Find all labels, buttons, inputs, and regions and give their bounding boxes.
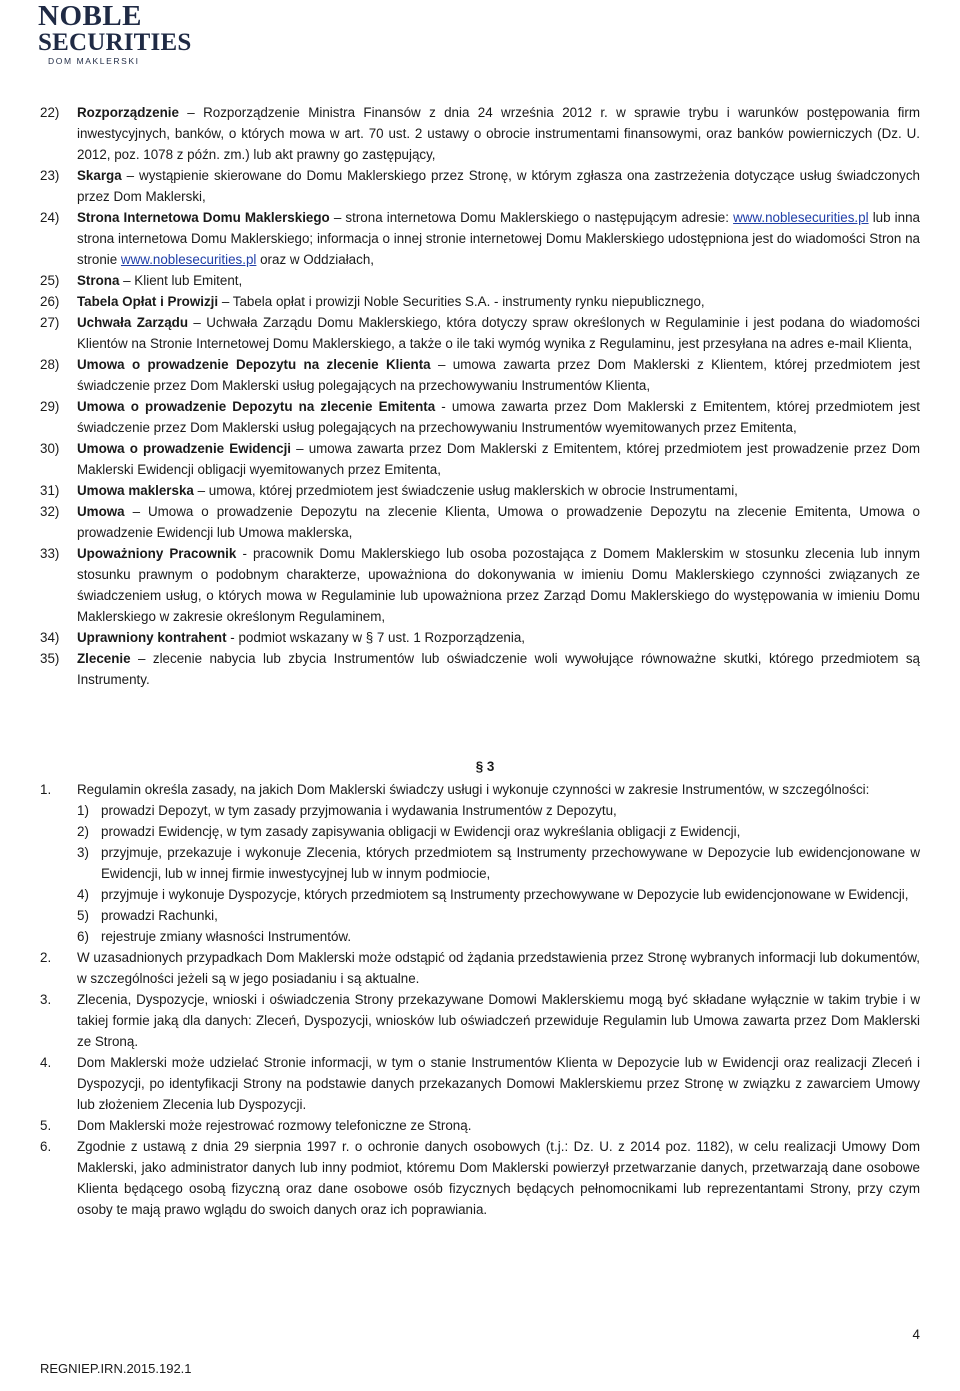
definition-term: Upoważniony Pracownik bbox=[77, 546, 237, 561]
definition-item bbox=[40, 354, 920, 396]
subitem-number: 5) bbox=[77, 908, 89, 923]
document-code: REGNIEP.IRN.2015.192.1 bbox=[40, 1361, 192, 1376]
subitem-number: 3) bbox=[77, 845, 89, 860]
definition-term: Umowa bbox=[77, 504, 125, 519]
subitem-number: 2) bbox=[77, 824, 89, 839]
definition-term: Rozporządzenie bbox=[77, 105, 179, 120]
definition-text: – umowa, której przedmiotem jest świadczenie usług maklerskich w obrocie Instrumentami, bbox=[193, 483, 738, 498]
subitem-text: rejestruje zmiany własności Instrumentów. bbox=[101, 929, 352, 944]
definition-text: - pracownik Domu Maklerskiego lub osoba pozostająca z Domem Maklerskim w stosunku zlecenia lub innym stosunku prawnym o podobnym charakterze, upoważniona do dokonywania w imieniu Domu Maklerskiego czynności związanych ze świadczeniem usług, o których mowa w Regulaminie lub upoważniona przez Zarząd Domu Maklerskiego do występowania w imieniu Domu Maklerskiego w zakresie określonym Regulaminem, bbox=[77, 546, 920, 624]
subitem-number: 1) bbox=[77, 803, 89, 818]
section-item bbox=[40, 779, 920, 947]
logo-noble: NOBLE bbox=[38, 0, 143, 32]
definition-text: - umowa zawarta przez Dom Maklerski z Emitentem, której przedmiotem jest świadczenie przez Dom Maklerski usług polegających na przechowywaniu Instrumentów wyemitowanych przez Emitenta, bbox=[77, 399, 921, 435]
subitem-text: prowadzi Depozyt, w tym zasady przyjmowania i wydawania Instrumentów z Depozytu, bbox=[101, 803, 617, 818]
definition-term: Umowa o prowadzenie Depozytu na zlecenie Klienta bbox=[77, 357, 431, 372]
definition-item bbox=[40, 648, 920, 690]
definition-number: 35) bbox=[40, 651, 60, 666]
section-item bbox=[40, 947, 920, 989]
website-link[interactable]: www.noblesecurities.pl bbox=[120, 252, 257, 267]
definition-text: – umowa zawarta przez Dom Maklerski z Klientem, której przedmiotem jest świadczenie przez Dom Maklerski usług polegających na przechowywaniu Instrumentów Klienta, bbox=[77, 357, 920, 393]
definition-number: 22) bbox=[40, 105, 60, 120]
section-item bbox=[40, 1052, 920, 1115]
item-number: 2. bbox=[40, 950, 52, 965]
definition-item bbox=[40, 270, 920, 291]
item-text: Zgodnie z ustawą z dnia 29 sierpnia 1997 r. o ochronie danych osobowych (t.j.: Dz. U. z 2014 poz. 1182), w celu realizacji Umowy Dom Maklerski, jako administrator danych lub inny podmiot, któremu Dom Maklerski powierzył przetwarzanie danych, przetwarzają dane osobowe Klienta będącego osobą fizyczną oraz dane osobowe osób fizycznych będących pełnomocnikami lub reprezentantami Strony, przy czym osoby te mają prawo wglądu do swoich danych oraz ich poprawiania. bbox=[77, 1139, 920, 1217]
definition-item bbox=[40, 543, 920, 627]
definition-term: Strona Internetowa Domu Maklerskiego bbox=[77, 210, 330, 225]
definition-term: Uprawniony kontrahent bbox=[77, 630, 227, 645]
definition-item bbox=[40, 438, 920, 480]
item-number: 4. bbox=[40, 1055, 52, 1070]
item-number: 6. bbox=[40, 1139, 52, 1154]
definition-number: 23) bbox=[40, 168, 60, 183]
definition-number: 25) bbox=[40, 273, 60, 288]
logo-securities: SECURITIES bbox=[38, 29, 192, 56]
definition-text: – umowa zawarta przez Dom Maklerski z Emitentem, której przedmiotem jest prowadzenie przez Dom Maklerski Ewidencji obligacji wyemitowanych przez Emitenta, bbox=[77, 441, 921, 477]
item-text: Dom Maklerski może udzielać Stronie informacji, w tym o stanie Instrumentów Klienta w Depozycie lub w Ewidencji oraz realizacji Zleceń i Dyspozycji, po identyfikacji Strony na podstawie danych przekazanych Domowi Maklerskiemu przez Stronę w związku z zawarciem Umowy lub złożeniem Zlecenia lub Dyspozycji. bbox=[77, 1055, 920, 1112]
definition-term: Strona bbox=[77, 273, 120, 288]
section-item bbox=[40, 1115, 920, 1136]
definition-term: Tabela Opłat i Prowizji bbox=[77, 294, 219, 309]
definition-term: Umowa o prowadzenie Ewidencji bbox=[77, 441, 292, 456]
definition-number: 33) bbox=[40, 546, 60, 561]
definitions-list bbox=[40, 102, 920, 690]
item-number: 3. bbox=[40, 992, 52, 1007]
definition-text: – Rozporządzenie Ministra Finansów z dnia 24 września 2012 r. w sprawie trybu i warunków postępowania firm inwestycyjnych, banków, o których mowa w art. 70 ust. 2 ustawy o obrocie instrumentami finansowymi, oraz banków powierniczych (Dz. U. 2012, poz. 1078 z późn. zm.) lub akt prawny go zastępujący, bbox=[77, 105, 920, 162]
definition-text: – wystąpienie skierowane do Domu Maklerskiego przez Stronę, w którym zgłasza ona zastrzeżenia dotyczące usług świadczonych przez Dom Maklerski, bbox=[77, 168, 920, 204]
definition-text: – Uchwała Zarządu Domu Maklerskiego, która dotyczy spraw określonych w Regulaminie i jest podana do wiadomości Klientów na Stronie Internetowej Domu Maklerskiego, a także o ile taki wymóg wynika z Regulaminu, jest przesyłana na adres e-mail Klienta, bbox=[77, 315, 921, 351]
section-heading bbox=[0, 759, 960, 774]
definition-term: Uchwała Zarządu bbox=[77, 315, 189, 330]
item-text: Dom Maklerski może rejestrować rozmowy telefoniczne ze Stroną. bbox=[77, 1118, 472, 1133]
definition-term: Umowa o prowadzenie Depozytu na zlecenie Emitenta bbox=[77, 399, 436, 414]
section-items bbox=[40, 779, 920, 1220]
definition-item bbox=[40, 396, 920, 438]
item-number: 1. bbox=[40, 782, 52, 797]
subitem-text: przyjmuje i wykonuje Dyspozycje, których przedmiotem są Instrumenty przechowywane w Depozycie lub ewidencjonowane w Ewidencji, bbox=[101, 887, 909, 902]
subitem bbox=[77, 926, 920, 947]
definition-item bbox=[40, 312, 920, 354]
definition-item bbox=[40, 627, 920, 648]
definition-text: – strona internetowa Domu Maklerskiego o następującym adresie: bbox=[329, 210, 734, 225]
subitem-text: prowadzi Rachunki, bbox=[101, 908, 218, 923]
definition-number: 34) bbox=[40, 630, 60, 645]
subitem bbox=[77, 800, 920, 821]
definition-number: 29) bbox=[40, 399, 60, 414]
subitem-number: 6) bbox=[77, 929, 89, 944]
section-title: § 3 bbox=[475, 759, 495, 774]
item-number: 5. bbox=[40, 1118, 52, 1133]
definition-number: 32) bbox=[40, 504, 60, 519]
definition-number: 24) bbox=[40, 210, 60, 225]
definition-text: – Umowa o prowadzenie Depozytu na zlecenie Klienta, Umowa o prowadzenie Depozytu na zlecenie Emitenta, Umowa o prowadzenie Ewidencji lub Umowa maklerska, bbox=[77, 504, 920, 540]
subitem bbox=[77, 821, 920, 842]
item-text: Regulamin określa zasady, na jakich Dom Maklerski świadczy usługi i wykonuje czynności w zakresie Instrumentów, w szczególności: bbox=[77, 782, 870, 797]
subitem bbox=[77, 842, 920, 884]
definition-text: – Tabela opłat i prowizji Noble Securities S.A. - instrumenty rynku niepublicznego, bbox=[218, 294, 705, 309]
definition-item bbox=[40, 501, 920, 543]
definition-text: – Klient lub Emitent, bbox=[119, 273, 243, 288]
website-link[interactable]: www.noblesecurities.pl bbox=[733, 210, 869, 225]
section-item bbox=[40, 1136, 920, 1220]
definition-term: Skarga bbox=[77, 168, 122, 183]
subitem-text: przyjmuje, przekazuje i wykonuje Zlecenia, których przedmiotem są Instrumenty przechowywane w Depozycie lub ewidencjonowane w Ewidencji, lub w innej firmie inwestycyjnej lub w innym podmiocie, bbox=[101, 845, 920, 881]
subitem bbox=[77, 905, 920, 926]
definition-item bbox=[40, 480, 920, 501]
definition-number: 28) bbox=[40, 357, 60, 372]
subitem-text: prowadzi Ewidencję, w tym zasady zapisywania obligacji w Ewidencji oraz wykreślania obligacji z Ewidencji, bbox=[101, 824, 741, 839]
logo-subtitle: DOM MAKLERSKI bbox=[48, 56, 140, 66]
definition-item bbox=[40, 102, 920, 165]
definition-item bbox=[40, 165, 920, 207]
definition-text: - podmiot wskazany w § 7 ust. 1 Rozporządzenia, bbox=[226, 630, 526, 645]
page-number: 4 bbox=[912, 1327, 920, 1342]
definition-number: 31) bbox=[40, 483, 60, 498]
definition-number: 30) bbox=[40, 441, 60, 456]
definition-term: Umowa maklerska bbox=[77, 483, 194, 498]
item-text: Zlecenia, Dyspozycje, wnioski i oświadczenia Strony przekazywane Domowi Maklerskiemu mogą być składane wyłącznie w takim trybie i w takiej formie jaką dla danych: Zleceń, Dyspozycji, wniosków lub oświadczeń przewiduje Regulamin lub Umowa zawarta przez Dom Maklerski ze Stroną. bbox=[77, 992, 920, 1049]
definition-number: 27) bbox=[40, 315, 60, 330]
definition-item bbox=[40, 291, 920, 312]
definition-item bbox=[40, 207, 920, 270]
definition-term: Zlecenie bbox=[77, 651, 131, 666]
definition-text: oraz w Oddziałach, bbox=[256, 252, 374, 267]
section-item bbox=[40, 989, 920, 1052]
definition-text: – zlecenie nabycia lub zbycia Instrumentów lub oświadczenie woli wywołujące równoważne skutki, którego przedmiotem są Instrumenty. bbox=[77, 651, 920, 687]
definition-number: 26) bbox=[40, 294, 60, 309]
subitem bbox=[77, 884, 920, 905]
definition-text: lub inna strona internetowa Domu Maklerskiego; informacja o innej stronie internetowej Domu Maklerskiego udostępniona jest do wiadomości Stron na stronie bbox=[77, 210, 921, 267]
subitem-number: 4) bbox=[77, 887, 89, 902]
item-text: W uzasadnionych przypadkach Dom Maklerski może odstąpić od żądania przedstawienia przez Stronę wybranych informacji lub dokumentów, w szczególności jeżeli są w jego posiadaniu i są aktualne. bbox=[77, 950, 920, 986]
company-logo bbox=[38, 2, 208, 66]
